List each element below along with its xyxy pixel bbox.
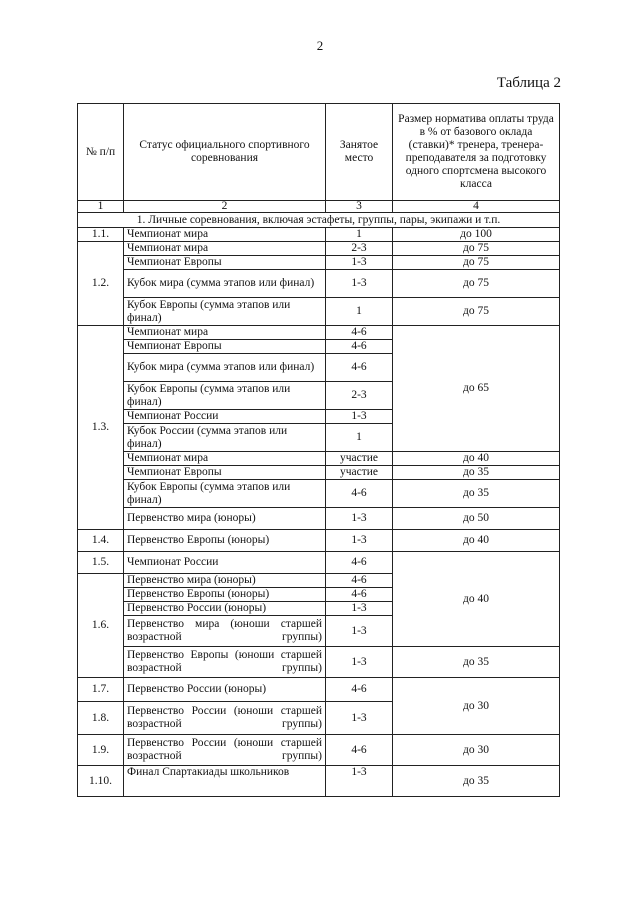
place-cell: 1-3	[326, 766, 393, 797]
table-row	[78, 735, 560, 766]
column-number: 2	[124, 201, 326, 213]
header-place: Занятое место	[326, 104, 393, 201]
place-cell: 1	[326, 424, 393, 452]
pay-cell: до 40	[393, 452, 560, 466]
competition-status: Чемпионат мира	[124, 228, 326, 242]
standards-table	[77, 103, 560, 797]
place-cell: 4-6	[326, 552, 393, 574]
pay-cell: до 65	[393, 326, 560, 452]
place-cell: 1	[326, 298, 393, 326]
competition-status: Чемпионат мира	[124, 326, 326, 340]
place-cell: 4-6	[326, 588, 393, 602]
place-cell: 1	[326, 228, 393, 242]
place-cell: 1-3	[326, 270, 393, 298]
table-row	[78, 298, 560, 326]
competition-status: Кубок Европы (сумма этапов или финал)	[124, 382, 326, 410]
table-row	[78, 270, 560, 298]
column-number: 1	[78, 201, 124, 213]
pay-cell: до 30	[393, 735, 560, 766]
place-cell: участие	[326, 452, 393, 466]
row-number: 1.4.	[78, 530, 124, 552]
table-row	[78, 552, 560, 574]
competition-status: Первенство России (юноры)	[124, 602, 326, 616]
place-cell: 4-6	[326, 574, 393, 588]
pay-cell: до 75	[393, 270, 560, 298]
competition-status: Кубок Европы (сумма этапов или финал)	[124, 298, 326, 326]
row-number: 1.1.	[78, 228, 124, 242]
place-cell: 1-3	[326, 256, 393, 270]
row-number: 1.10.	[78, 766, 124, 797]
competition-status: Финал Спартакиады школьников	[124, 766, 326, 797]
competition-status: Первенство России (юноры)	[124, 678, 326, 702]
competition-status: Первенство мира (юноры)	[124, 508, 326, 530]
column-number: 4	[393, 201, 560, 213]
competition-status: Чемпионат Европы	[124, 256, 326, 270]
place-cell: 4-6	[326, 480, 393, 508]
competition-status: Кубок России (сумма этапов или финал)	[124, 424, 326, 452]
table-caption: Таблица 2	[496, 75, 561, 91]
pay-cell: до 50	[393, 508, 560, 530]
competition-status: Первенство Европы (юноры)	[124, 530, 326, 552]
competition-status: Первенство Европы (юноры)	[124, 588, 326, 602]
row-number: 1.5.	[78, 552, 124, 574]
pay-cell: до 75	[393, 242, 560, 256]
place-cell: 1-3	[326, 647, 393, 678]
competition-status	[124, 702, 326, 735]
competition-status	[124, 616, 326, 647]
column-number-row	[78, 201, 560, 213]
header-status: Статус официального спортивного соревнования	[124, 104, 326, 201]
table-row	[78, 530, 560, 552]
pay-cell: до 75	[393, 256, 560, 270]
status-text: Первенство мира (юноши старшей возрастной группы)	[127, 618, 322, 643]
place-cell: 2-3	[326, 242, 393, 256]
table-row	[78, 647, 560, 678]
competition-status: Чемпионат России	[124, 410, 326, 424]
place-cell: 4-6	[326, 735, 393, 766]
place-cell: 1-3	[326, 508, 393, 530]
competition-status	[124, 735, 326, 766]
pay-cell: до 35	[393, 466, 560, 480]
place-cell: участие	[326, 466, 393, 480]
competition-status: Чемпионат Европы	[124, 340, 326, 354]
place-cell: 1-3	[326, 602, 393, 616]
row-number: 1.8.	[78, 702, 124, 735]
competition-status: Чемпионат Европы	[124, 466, 326, 480]
competition-status: Кубок мира (сумма этапов или финал)	[124, 354, 326, 382]
status-text: Первенство Европы (юноши старшей возрастной группы)	[127, 649, 322, 674]
table-row	[78, 480, 560, 508]
place-cell: 4-6	[326, 326, 393, 340]
competition-status: Чемпионат мира	[124, 452, 326, 466]
place-cell: 4-6	[326, 354, 393, 382]
competition-status: Чемпионат России	[124, 552, 326, 574]
pay-cell: до 35	[393, 766, 560, 797]
competition-status: Первенство мира (юноры)	[124, 574, 326, 588]
row-number: 1.2.	[78, 242, 124, 326]
competition-status: Кубок Европы (сумма этапов или финал)	[124, 480, 326, 508]
pay-cell: до 35	[393, 480, 560, 508]
row-number: 1.3.	[78, 326, 124, 530]
pay-cell: до 75	[393, 298, 560, 326]
pay-cell: до 100	[393, 228, 560, 242]
row-number: 1.6.	[78, 574, 124, 678]
table-row	[78, 452, 560, 466]
place-cell: 4-6	[326, 340, 393, 354]
place-cell: 1-3	[326, 702, 393, 735]
row-number: 1.7.	[78, 678, 124, 702]
table-row	[78, 228, 560, 242]
page-number: 2	[316, 38, 324, 53]
place-cell: 1-3	[326, 616, 393, 647]
header-pay: Размер норматива оплаты труда в % от базового оклада (ставки)* тренера, тренера-преподавателя за подготовку одного спортсмена высокого класса	[393, 104, 560, 201]
place-cell: 1-3	[326, 530, 393, 552]
table-row	[78, 466, 560, 480]
table-row	[78, 766, 560, 797]
competition-status	[124, 647, 326, 678]
status-text: Первенство России (юноши старшей возрастной группы)	[127, 705, 322, 730]
pay-cell: до 35	[393, 647, 560, 678]
table-row	[78, 242, 560, 256]
row-number: 1.9.	[78, 735, 124, 766]
table-row	[78, 326, 560, 340]
table-row	[78, 678, 560, 702]
table-row	[78, 508, 560, 530]
pay-cell: до 40	[393, 530, 560, 552]
place-cell: 4-6	[326, 678, 393, 702]
section-row	[78, 213, 560, 228]
pay-cell: до 30	[393, 678, 560, 735]
section-title: 1. Личные соревнования, включая эстафеты, группы, пары, экипажи и т.п.	[78, 213, 560, 228]
status-text: Первенство России (юноши старшей возрастной группы)	[127, 737, 322, 762]
column-number: 3	[326, 201, 393, 213]
competition-status: Кубок мира (сумма этапов или финал)	[124, 270, 326, 298]
place-cell: 2-3	[326, 382, 393, 410]
header-num: № п/п	[78, 104, 124, 201]
competition-status: Чемпионат мира	[124, 242, 326, 256]
header-row	[78, 104, 560, 201]
table-row	[78, 256, 560, 270]
pay-cell: до 40	[393, 552, 560, 647]
place-cell: 1-3	[326, 410, 393, 424]
